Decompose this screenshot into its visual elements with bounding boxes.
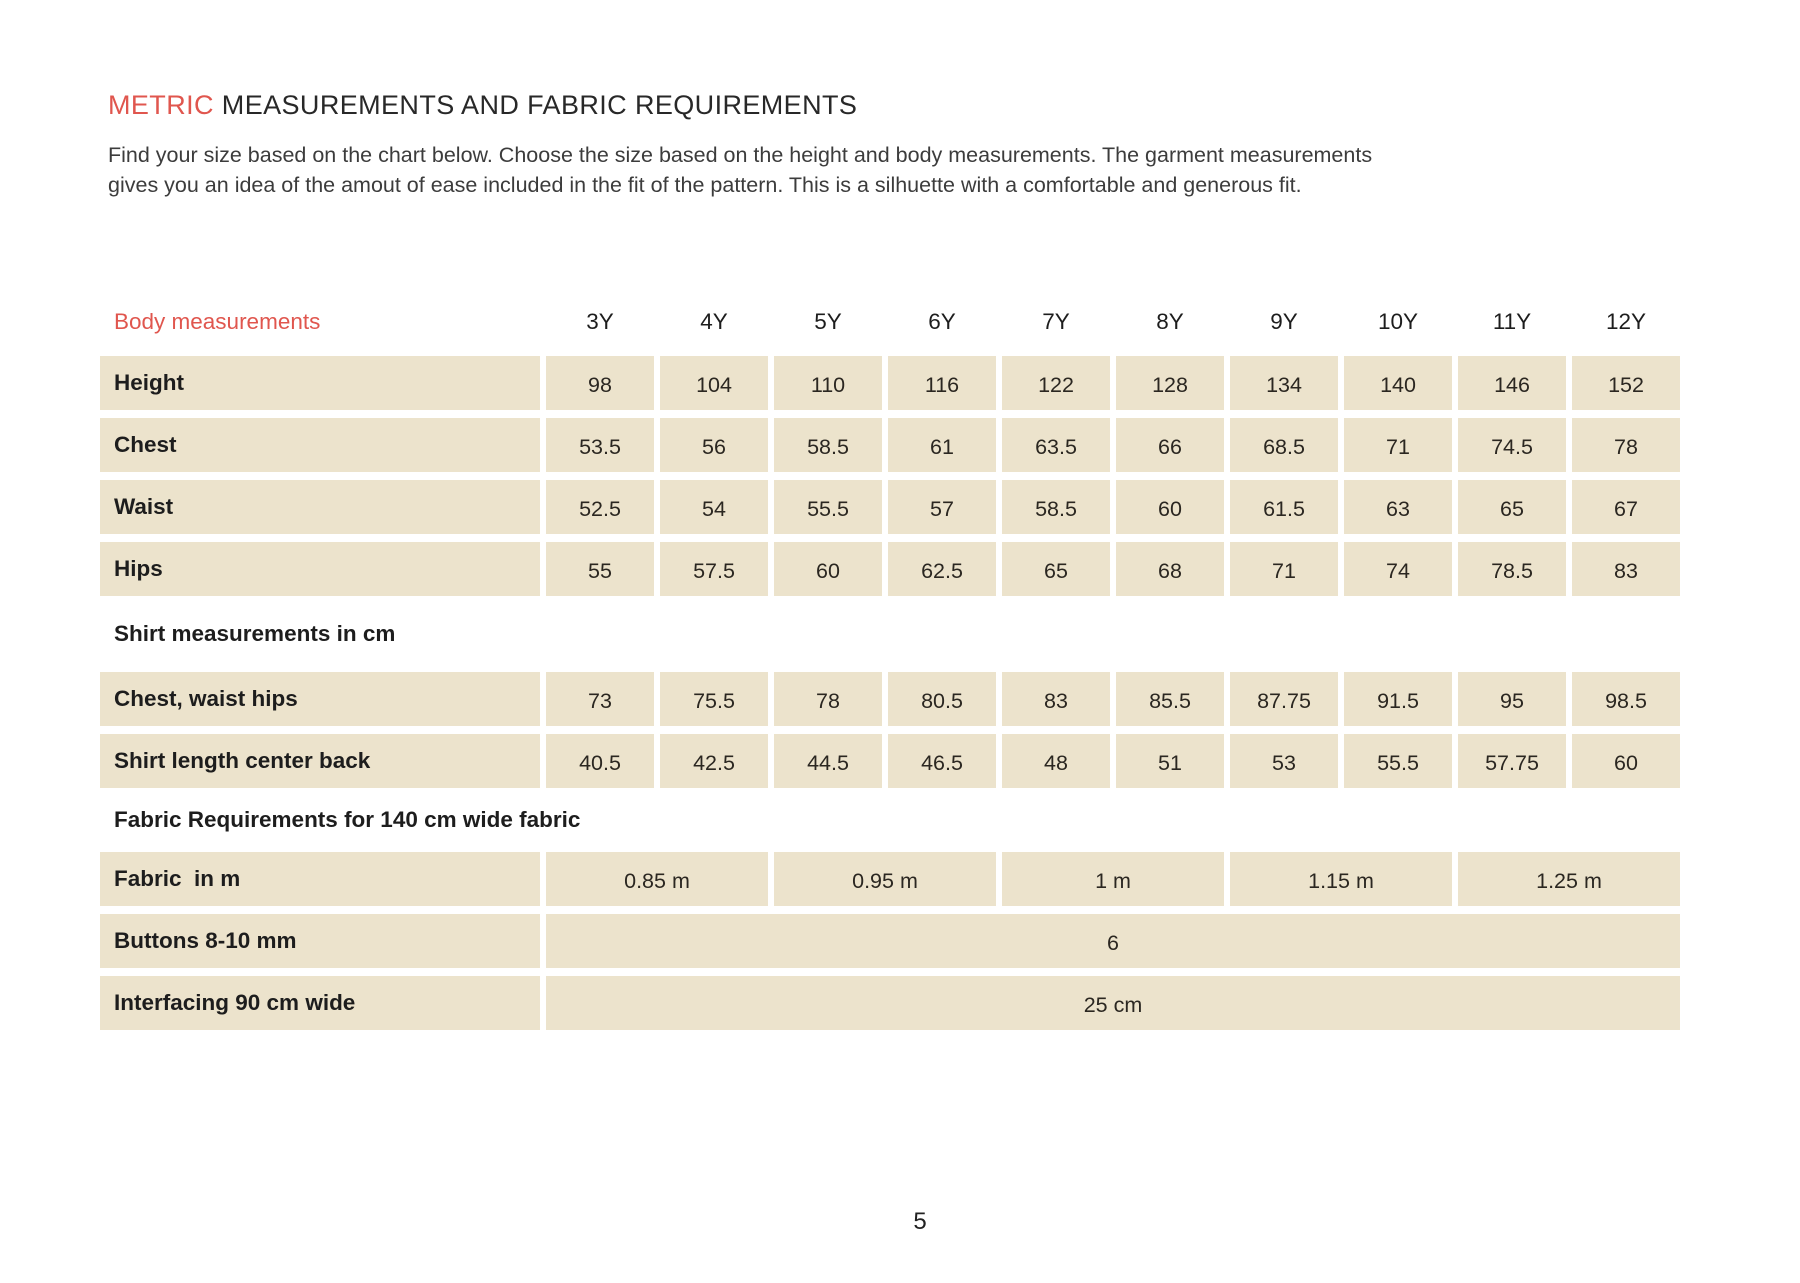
intro-line-1: Find your size based on the chart below. Choose the size based on the height and body measurements. The garment measurements	[108, 143, 1373, 167]
table-cell: 83	[1002, 672, 1110, 726]
table-cell: 140	[1344, 356, 1452, 410]
table-cell: 51	[1116, 734, 1224, 788]
section-heading-shirt: Shirt measurements in cm	[114, 621, 396, 646]
size-column-header: 3Y	[586, 309, 614, 334]
table-cell: 98.5	[1572, 672, 1680, 726]
table-cell-merged: 6	[546, 914, 1680, 968]
table-cell: 87.75	[1230, 672, 1338, 726]
table-cell: 58.5	[1002, 480, 1110, 534]
table-cell: 57.5	[660, 542, 768, 596]
table-cell: 42.5	[660, 734, 768, 788]
row-label: Shirt length center back	[100, 734, 540, 788]
table-cell: 61	[888, 418, 996, 472]
table-cell: 53	[1230, 734, 1338, 788]
table-cell: 68	[1116, 542, 1224, 596]
table-cell: 54	[660, 480, 768, 534]
table-cell: 40.5	[546, 734, 654, 788]
page-title-accent: METRIC	[108, 90, 214, 120]
table-cell: 52.5	[546, 480, 654, 534]
page-title-rest: MEASUREMENTS AND FABRIC REQUIREMENTS	[213, 90, 858, 120]
size-column-header: 8Y	[1156, 309, 1184, 334]
table-cell: 78	[774, 672, 882, 726]
table-cell: 134	[1230, 356, 1338, 410]
page-title	[108, 90, 857, 121]
row-label: Fabric in m	[100, 852, 540, 906]
table-cell: 74	[1344, 542, 1452, 596]
page-number: 5	[913, 1208, 927, 1235]
table-cell: 73	[546, 672, 654, 726]
table-cell-merged: 1 m	[1002, 852, 1224, 906]
table-cell: 65	[1458, 480, 1566, 534]
table-cell: 68.5	[1230, 418, 1338, 472]
table-row-fabric	[100, 852, 1680, 906]
table-cell: 146	[1458, 356, 1566, 410]
table-row-chest	[100, 418, 1680, 472]
measurement-table	[100, 300, 1680, 1038]
table-cell: 152	[1572, 356, 1680, 410]
table-cell: 55.5	[774, 480, 882, 534]
table-cell: 53.5	[546, 418, 654, 472]
table-cell: 128	[1116, 356, 1224, 410]
table-row-shirt-length	[100, 734, 1680, 788]
size-column-header: 7Y	[1042, 309, 1070, 334]
table-cell: 71	[1344, 418, 1452, 472]
table-cell-merged: 1.25 m	[1458, 852, 1680, 906]
row-label: Height	[100, 356, 540, 410]
table-cell: 57	[888, 480, 996, 534]
size-header-row	[100, 300, 1680, 344]
row-label: Chest, waist hips	[100, 672, 540, 726]
size-column-header: 6Y	[928, 309, 956, 334]
table-cell: 63	[1344, 480, 1452, 534]
table-cell: 66	[1116, 418, 1224, 472]
table-cell: 57.75	[1458, 734, 1566, 788]
intro-line-2: gives you an idea of the amout of ease included in the fit of the pattern. This is a silhuette with a comfortable and generous fit.	[108, 172, 1302, 197]
table-cell: 116	[888, 356, 996, 410]
table-cell: 60	[1116, 480, 1224, 534]
table-cell: 44.5	[774, 734, 882, 788]
table-cell-merged: 25 cm	[546, 976, 1680, 1030]
table-cell: 95	[1458, 672, 1566, 726]
table-cell: 58.5	[774, 418, 882, 472]
table-row-hips	[100, 542, 1680, 596]
table-cell: 55.5	[1344, 734, 1452, 788]
table-cell: 60	[774, 542, 882, 596]
table-cell-merged: 1.15 m	[1230, 852, 1452, 906]
table-cell: 75.5	[660, 672, 768, 726]
table-cell: 63.5	[1002, 418, 1110, 472]
table-row-height	[100, 356, 1680, 410]
size-column-header: 12Y	[1605, 309, 1647, 334]
row-label: Hips	[100, 542, 540, 596]
table-cell: 56	[660, 418, 768, 472]
table-cell: 60	[1572, 734, 1680, 788]
table-cell: 67	[1572, 480, 1680, 534]
size-column-header: 4Y	[700, 309, 728, 334]
table-cell: 65	[1002, 542, 1110, 596]
table-cell: 85.5	[1116, 672, 1224, 726]
table-row-waist	[100, 480, 1680, 534]
table-cell: 78	[1572, 418, 1680, 472]
table-row-interfacing	[100, 976, 1680, 1030]
table-cell-merged: 0.95 m	[774, 852, 996, 906]
section-heading-fabric: Fabric Requirements for 140 cm wide fabric	[114, 807, 581, 832]
row-label: Interfacing 90 cm wide	[100, 976, 540, 1030]
table-row-buttons	[100, 914, 1680, 968]
table-cell: 46.5	[888, 734, 996, 788]
size-column-header: 10Y	[1377, 309, 1419, 334]
table-cell: 104	[660, 356, 768, 410]
table-cell-merged: 0.85 m	[546, 852, 768, 906]
row-label: Waist	[100, 480, 540, 534]
body-measurements-label: Body measurements	[114, 309, 321, 334]
table-cell: 71	[1230, 542, 1338, 596]
table-cell: 48	[1002, 734, 1110, 788]
size-column-header: 9Y	[1270, 309, 1298, 334]
row-label: Buttons 8-10 mm	[100, 914, 540, 968]
table-cell: 80.5	[888, 672, 996, 726]
size-column-header: 5Y	[814, 309, 842, 334]
table-cell: 62.5	[888, 542, 996, 596]
table-cell: 61.5	[1230, 480, 1338, 534]
size-column-header: 11Y	[1492, 309, 1532, 334]
table-cell: 98	[546, 356, 654, 410]
table-row-chest-waist-hips	[100, 672, 1680, 726]
table-cell: 78.5	[1458, 542, 1566, 596]
table-cell: 91.5	[1344, 672, 1452, 726]
table-cell: 122	[1002, 356, 1110, 410]
table-cell: 110	[774, 356, 882, 410]
table-cell: 83	[1572, 542, 1680, 596]
table-cell: 55	[546, 542, 654, 596]
intro-paragraph	[108, 141, 1372, 200]
table-cell: 74.5	[1458, 418, 1566, 472]
row-label: Chest	[100, 418, 540, 472]
